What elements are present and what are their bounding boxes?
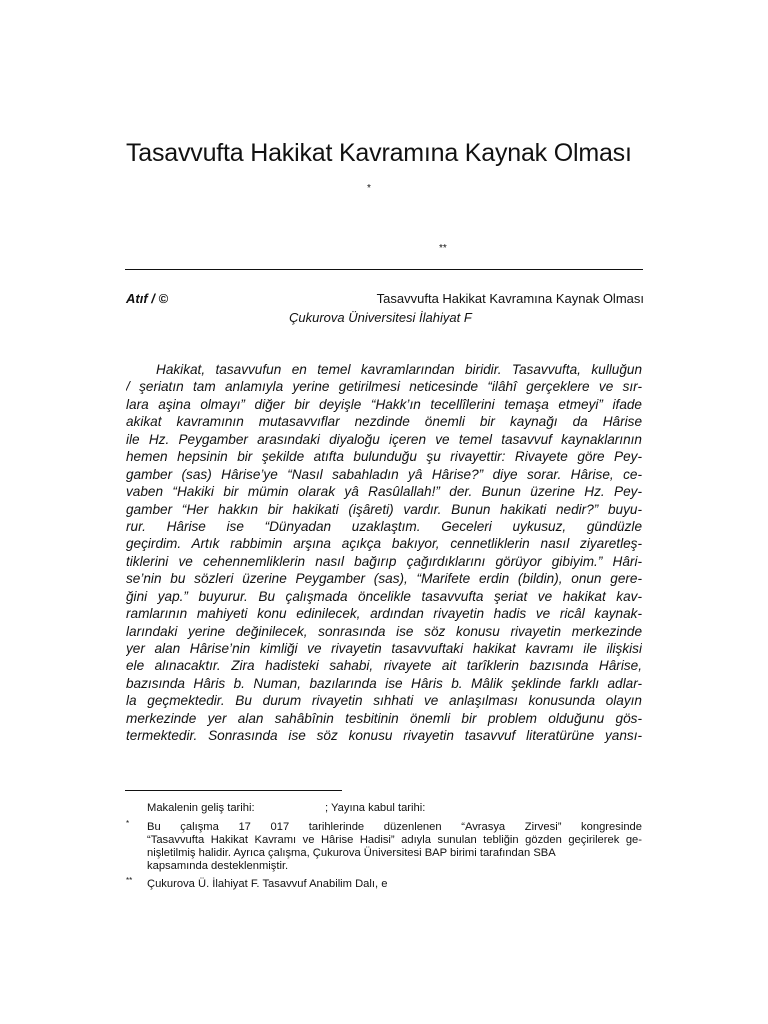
abstract-line: vaben “Hakiki bir mümin olarak yâ Rasûlallah!” der. Bunun üzerine Hz. Pey-: [126, 484, 642, 500]
abstract-line: tiklerini ve cehennemliklerin nasıl bağırıp çağırdıklarını görüyor gibiyim.” Hâri-: [126, 553, 642, 569]
abstract-line: termektedir. Sonrasında ise söz konusu rivayetin tasavvuf literatürüne yansı-: [126, 728, 642, 744]
footnote-divider: [125, 790, 342, 791]
citation-title: Tasavvufta Hakikat Kavramına Kaynak Olması: [376, 291, 644, 306]
abstract-line: yer alan Hârise’nin kimliği ve rivayetin tasavvuftaki hakikat kavramı ile ilişkisi: [126, 641, 642, 656]
abstract-paragraph: [126, 361, 642, 745]
author-footnote-mark-1: *: [367, 183, 371, 194]
footnote-line: nişletilmiş halidir. Ayrıca çalışma, Çukurova Üniversitesi BAP birimi tarafından SBA: [147, 847, 556, 859]
abstract-line: rur. Hârise ise “Dünyadan uzaklaştım. Geceleri uykusuz, gündüzle: [126, 518, 642, 534]
footnote-1: [147, 821, 642, 873]
abstract-line: geçirdim. Artık rabbimin arşına açıkça bakıyor, cennetliklerin nasıl ziyaretleş-: [126, 536, 642, 552]
footnote-2: Çukurova Ü. İlahiyat F. Tasavvuf Anabilim Dalı, e: [147, 878, 388, 890]
article-title: Tasavvufta Hakikat Kavramına Kaynak Olması: [126, 139, 632, 167]
abstract-line: ile Hz. Peygamber arasındaki diyaloğu içeren ve temel tasavvuf kaynaklarının: [126, 431, 642, 447]
footnote-line: Bu çalışma 17 017 tarihlerinde düzenlenen “Avrasya Zirvesi” kongresinde: [147, 821, 642, 833]
header-divider: [125, 269, 643, 270]
author-footnote-mark-2: **: [439, 243, 447, 254]
abstract-line: Hakikat, tasavvufun en temel kavramlarından biridir. Tasavvufta, kulluğun: [156, 362, 642, 377]
abstract-line: larındaki yerine değinilecek, sonrasında ise söz konusu rivayetin merkezinde: [126, 623, 642, 639]
received-date-label: Makalenin geliş tarihi:: [147, 802, 255, 814]
abstract-line: lara aşina olmayı” diğer bir deyişle “Hakk’ın tecellîlerini temaşa etmeyi” ifade: [126, 396, 642, 412]
footnote-line: “Tasavvufta Hakikat Kavramı ve Hârise Hadisi” adıyla sunulan tebliğin gözden geçirilerek ge-: [147, 834, 642, 846]
abstract-line: hemen hepsinin bir şekilde atıfta bulunduğu şu rivayettir: Rivayete göre Pey-: [126, 449, 642, 465]
accepted-date-label: ; Yayına kabul tarihi:: [325, 802, 426, 814]
abstract-line: la geçmektedir. Bu durum rivayetin sıhhati ve anlaşılması konusunda olayın: [126, 693, 642, 709]
abstract-line: se’nin bu sözleri üzerine Peygamber (sas), “Marifete erdin (bildin), onun gere-: [126, 571, 642, 587]
abstract-line: merkezinde yer alan sahâbînin tesbitinin önemli bir problem olduğunu gös-: [126, 710, 642, 726]
abstract-line: gamber “Her hakkın bir hakikati (işâreti) vardır. Bunun hakikati nedir?” buyu-: [126, 501, 642, 517]
footnote-line: kapsamında desteklenmiştir.: [147, 860, 289, 872]
abstract-line: ğini yap.” buyurur. Bu çalışmada öncelikle tasavvufta şeriat ve hakikat kav-: [126, 588, 642, 604]
abstract-line: ramlarının mahiyeti konu edinilecek, ardından rivayetin hadis ve ricâl kaynak-: [126, 606, 642, 622]
abstract-line: ele alınacaktır. Zira hadisteki sahabi, rivayete ait tarîklerin bazısında Hârise,: [126, 658, 642, 674]
footnote-mark-1: *: [126, 819, 130, 828]
abstract-line: bazısında Hâris b. Numan, bazılarında ise Hâris b. Mâlik şeklinde farklı adlar-: [126, 675, 642, 691]
citation-institution: Çukurova Üniversitesi İlahiyat F: [289, 310, 472, 325]
abstract-line: akikat kavramının mutasavvıflar nezdinde önemli bir kaynağı da Hârise: [126, 414, 642, 430]
abstract-line: / şeriatın tam anlamıyla yerine getirilmesi neticesinde “ilâhî gerçeklere ve sır-: [126, 379, 642, 395]
citation-label: Atıf / ©: [126, 291, 169, 306]
abstract-line: gamber (sas) Hârise’ye “Nasıl sabahladın yâ Hârise?” diye sorar. Hârise, ce-: [126, 466, 642, 482]
footnote-mark-2: **: [126, 876, 133, 885]
